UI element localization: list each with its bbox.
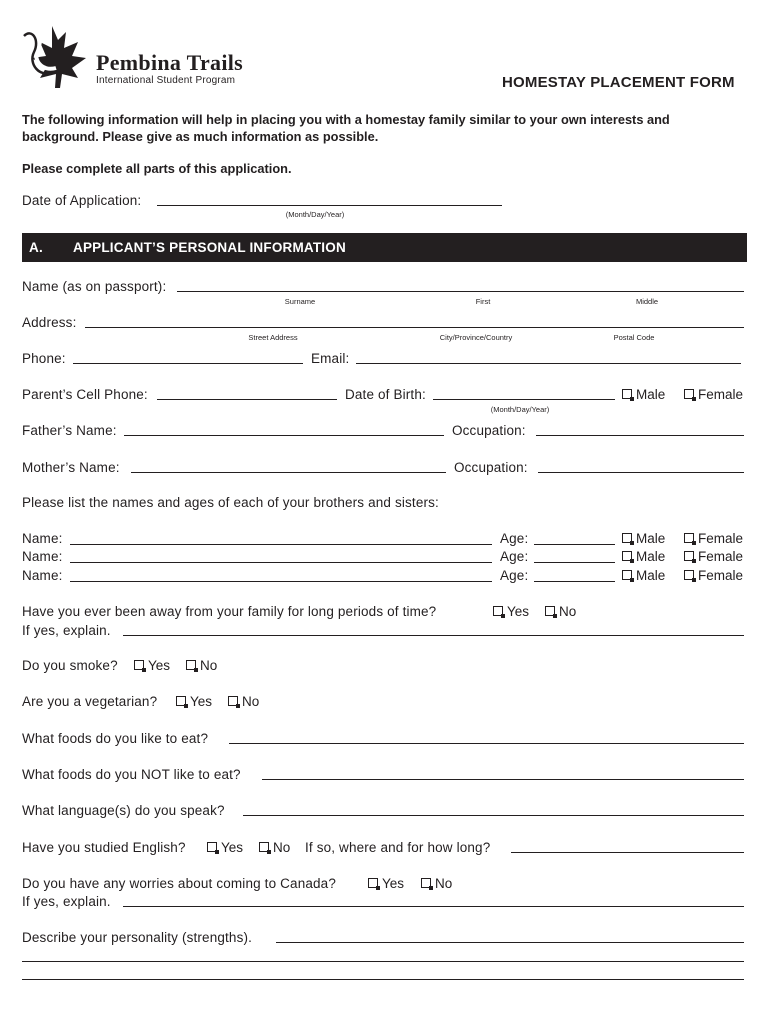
siblings-prompt: Please list the names and ages of each of your brothers and sisters: [22,495,439,510]
checkbox-icon [134,660,144,670]
sibling-name-label: Name: [22,549,63,564]
yes-label: Yes [382,876,405,891]
father-occupation-field[interactable] [536,435,744,436]
address-hint-postal: Postal Code [613,333,655,342]
mother-name-field[interactable] [131,472,446,473]
sibling-age-label: Age: [500,531,529,546]
mother-occupation-label: Occupation: [454,460,528,475]
name-hint-first: First [475,297,491,306]
sibling-2-age-field[interactable] [534,562,615,563]
intro-instruction: Please complete all parts of this application. [22,161,292,176]
foods-like-field[interactable] [229,743,744,744]
away-explain-label: If yes, explain. [22,623,111,638]
personality-field-3[interactable] [22,979,744,980]
sibling-3-female-checkbox[interactable] [684,568,743,584]
yes-label: Yes [507,604,530,619]
checkbox-icon [684,570,694,580]
section-a-letter: A. [29,240,43,255]
female-label: Female [698,568,744,583]
date-of-application-label: Date of Application: [22,193,142,208]
sibling-age-label: Age: [500,549,529,564]
female-label: Female [698,549,744,564]
vegetarian-yes-checkbox[interactable] [176,694,212,710]
worries-explain-label: If yes, explain. [22,894,111,909]
email-label: Email: [311,351,350,366]
sibling-3-male-checkbox[interactable] [622,568,665,584]
sibling-2-name-field[interactable] [70,562,492,563]
sibling-2-male-checkbox[interactable] [622,549,665,565]
mother-name-label: Mother’s Name: [22,460,120,475]
foods-dislike-field[interactable] [262,779,744,780]
languages-question: What language(s) do you speak? [22,803,225,818]
logo [22,22,92,90]
checkbox-icon [684,551,694,561]
worries-question: Do you have any worries about coming to Canada? [22,876,336,891]
name-field[interactable] [177,291,744,292]
checkbox-icon [545,606,555,616]
name-hint-surname: Surname [284,297,316,306]
female-label: Female [698,531,744,546]
form-title: HOMESTAY PLACEMENT FORM [502,74,735,91]
smoke-yes-checkbox[interactable] [134,658,170,674]
away-explain-field[interactable] [123,635,744,636]
phone-label: Phone: [22,351,66,366]
smoke-no-checkbox[interactable] [186,658,217,674]
father-occupation-label: Occupation: [452,423,526,438]
no-label: No [435,876,453,891]
yes-label: Yes [221,840,244,855]
parent-cell-label: Parent’s Cell Phone: [22,387,148,402]
checkbox-icon [207,842,217,852]
no-label: No [559,604,577,619]
checkbox-icon [684,533,694,543]
vegetarian-no-checkbox[interactable] [228,694,259,710]
maple-leaf-logo-icon [22,22,92,90]
intro-paragraph: The following information will help in placing you with a homestay family similar to your own interests and background. Please give as much information as possible. [22,112,670,144]
name-hint-middle: Middle [635,297,659,306]
foods-dislike-question: What foods do you NOT like to eat? [22,767,241,782]
worries-explain-field[interactable] [123,906,744,907]
section-a-title: APPLICANT’S PERSONAL INFORMATION [73,240,346,255]
phone-field[interactable] [73,363,303,364]
no-label: No [242,694,260,709]
address-hint-street: Street Address [248,333,298,342]
away-yes-checkbox[interactable] [493,604,529,620]
male-label: Male [636,531,666,546]
checkbox-icon [622,570,632,580]
father-name-label: Father’s Name: [22,423,117,438]
male-label: Male [636,549,666,564]
personality-field-1[interactable] [276,942,744,943]
sibling-1-age-field[interactable] [534,544,615,545]
email-field[interactable] [356,363,741,364]
sibling-1-name-field[interactable] [70,544,492,545]
personality-question: Describe your personality (strengths). [22,930,253,945]
address-field[interactable] [85,327,744,328]
checkbox-icon [186,660,196,670]
address-label: Address: [22,315,77,330]
away-no-checkbox[interactable] [545,604,576,620]
dob-label: Date of Birth: [345,387,426,402]
languages-field[interactable] [243,815,744,816]
checkbox-icon [228,696,238,706]
dob-hint: (Month/Day/Year) [490,405,550,414]
section-a-header [22,233,747,262]
gender-male-label: Male [636,387,666,402]
english-no-checkbox[interactable] [259,840,290,856]
no-label: No [273,840,291,855]
yes-label: Yes [148,658,171,673]
dob-field[interactable] [433,399,615,400]
father-name-field[interactable] [124,435,444,436]
date-of-application-field[interactable] [157,205,502,206]
sibling-name-label: Name: [22,531,63,546]
english-followup: If so, where and for how long? [305,840,491,855]
english-question: Have you studied English? [22,840,186,855]
worries-yes-checkbox[interactable] [368,876,404,892]
org-name: Pembina Trails [96,50,244,75]
gender-female-checkbox[interactable] [684,387,743,403]
checkbox-icon [421,878,431,888]
gender-male-checkbox[interactable] [622,387,665,403]
checkbox-icon [176,696,186,706]
org-subtitle: International Student Program [96,75,236,86]
sibling-1-female-checkbox[interactable] [684,531,743,547]
checkbox-icon [493,606,503,616]
sibling-age-label: Age: [500,568,529,583]
english-yes-checkbox[interactable] [207,840,243,856]
checkbox-icon [622,389,632,399]
worries-no-checkbox[interactable] [421,876,452,892]
sibling-3-name-field[interactable] [70,581,492,582]
yes-label: Yes [190,694,213,709]
vegetarian-question: Are you a vegetarian? [22,694,158,709]
sibling-2-female-checkbox[interactable] [684,549,743,565]
foods-like-question: What foods do you like to eat? [22,731,209,746]
male-label: Male [636,568,666,583]
address-hint-city: City/Province/Country [439,333,513,342]
english-followup-field[interactable] [511,852,744,853]
checkbox-icon [684,389,694,399]
checkbox-icon [368,878,378,888]
no-label: No [200,658,218,673]
date-of-application-hint: (Month/Day/Year) [285,210,345,219]
sibling-1-male-checkbox[interactable] [622,531,665,547]
sibling-name-label: Name: [22,568,63,583]
name-label: Name (as on passport): [22,279,167,294]
mother-occupation-field[interactable] [538,472,744,473]
smoke-question: Do you smoke? [22,658,118,673]
gender-female-label: Female [698,387,744,402]
checkbox-icon [622,533,632,543]
parent-cell-field[interactable] [157,399,337,400]
away-question: Have you ever been away from your family for long periods of time? [22,604,437,619]
checkbox-icon [622,551,632,561]
sibling-3-age-field[interactable] [534,581,615,582]
personality-field-2[interactable] [22,961,744,962]
checkbox-icon [259,842,269,852]
